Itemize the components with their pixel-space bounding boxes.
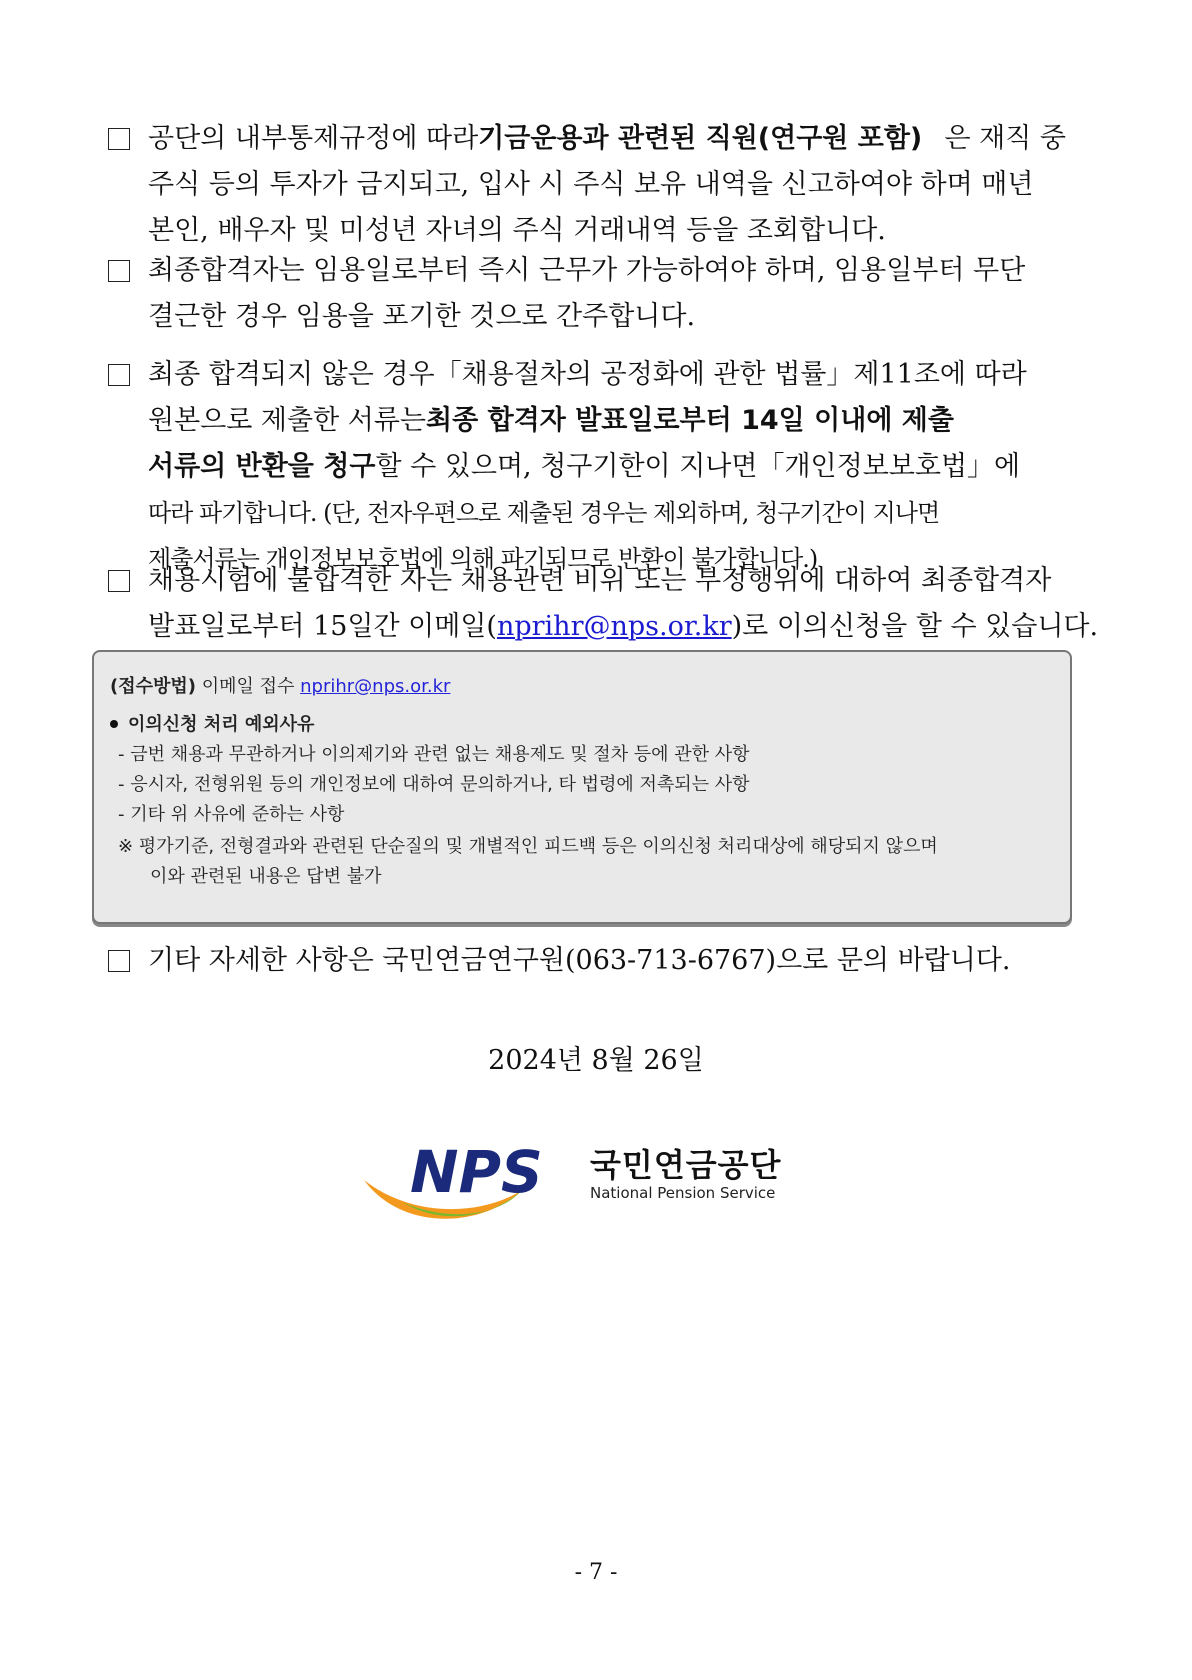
logo-nps-text: NPS <box>410 1138 543 1206</box>
paragraph-line <box>108 604 1099 650</box>
email-link[interactable]: nprihr@nps.or.kr <box>496 611 732 642</box>
submission-method-label: (접수방법) <box>110 676 197 697</box>
nps-logo <box>362 1132 802 1232</box>
exception-item <box>118 800 344 826</box>
text-span: 할 수 있으며, 청구기한이 지나면「개인정보보호법」에 <box>375 451 1021 482</box>
checkbox-bullet-icon <box>108 260 130 282</box>
notice-paragraph-1 <box>108 116 1066 254</box>
notice-paragraph-5 <box>108 938 1066 984</box>
paragraph-line <box>108 116 1066 162</box>
paragraph-line <box>108 938 1066 984</box>
submission-method-text: 이메일 접수 <box>196 676 301 697</box>
text-span: 최종합격자는 임용일로부터 즉시 근무가 가능하여야 하며, 임용일부터 무단 <box>148 255 1026 286</box>
checkbox-bullet-icon <box>108 364 130 386</box>
paragraph-line <box>108 398 1066 444</box>
text-span: 채용시험에 불합격한 자는 채용관련 비위 또는 부정행위에 대하여 최종합격자 <box>148 565 1052 596</box>
notice-paragraph-4 <box>108 558 1099 650</box>
paragraph-line <box>108 352 1066 398</box>
exception-item-text: - 금번 채용과 무관하거나 이의제기와 관련 없는 채용제도 및 절차 등에 관한 사항 <box>118 744 750 765</box>
paragraph-line <box>108 558 1066 604</box>
exception-note-text: 이와 관련된 내용은 답변 불가 <box>150 866 382 887</box>
text-span: 본인, 배우자 및 미성년 자녀의 주식 거래내역 등을 조회합니다. <box>148 215 886 246</box>
exception-note-text: ※ 평가기준, 전형결과와 관련된 단순질의 및 개별적인 피드백 등은 이의신청 처리대상에 해당되지 않으며 <box>118 836 938 857</box>
logo-korean-name: 국민연금공단 <box>590 1146 782 1184</box>
paragraph-line <box>108 444 1066 490</box>
checkbox-bullet-icon <box>108 950 130 972</box>
text-span: 주식 등의 투자가 금지되고, 입사 시 주식 보유 내역을 신고하여야 하며 매년 <box>148 169 1034 200</box>
text-span: 제출서류는 개인정보보호법에 의해 파기되므로 반환이 불가합니다.) <box>148 545 818 573</box>
nps-logo-mark-icon <box>362 1132 587 1232</box>
exception-item <box>118 740 750 766</box>
exception-title-row <box>110 710 314 736</box>
logo-english-name: National Pension Service <box>590 1184 776 1202</box>
paragraph-line <box>108 490 1066 536</box>
text-span: 기타 자세한 사항은 국민연금연구원(063-713-6767)으로 문의 바랍니다. <box>148 945 1011 976</box>
document-date: 2024년 8월 26일 <box>488 1045 704 1076</box>
checkbox-bullet-icon <box>108 570 130 592</box>
exception-title: 이의신청 처리 예외사유 <box>128 714 315 735</box>
paragraph-line <box>108 248 1066 294</box>
objection-info-box <box>92 650 1072 924</box>
paragraph-line <box>108 294 1066 340</box>
exception-note-continued <box>150 862 382 888</box>
submission-email-link[interactable]: nprihr@nps.or.kr <box>300 676 451 697</box>
text-span: )로 이의신청을 할 수 있습니다. <box>731 611 1099 642</box>
exception-item-text: - 기타 위 사유에 준하는 사항 <box>118 804 345 825</box>
exception-item-text: - 응시자, 전형위원 등의 개인정보에 대하여 문의하거나, 타 법령에 저촉되는 사항 <box>118 774 750 795</box>
bold-text-span: 기금운용과 관련된 직원(연구원 포함) <box>478 123 923 154</box>
text-span: 원본으로 제출한 서류는 <box>148 405 426 436</box>
text-span: 공단의 내부통제규정에 따라 <box>148 123 479 154</box>
exception-note <box>118 832 938 858</box>
text-span: 발표일로부터 15일간 이메일( <box>148 611 497 642</box>
text-span: 따라 파기합니다. (단, 전자우편으로 제출된 경우는 제외하며, 청구기간이 지나면 <box>148 499 940 527</box>
text-span: 은 재직 중 <box>944 123 1066 154</box>
bold-text-span: 최종 합격자 발표일로부터 14일 이내에 제출 <box>426 405 954 436</box>
checkbox-bullet-icon <box>108 128 130 150</box>
bullet-dot-icon <box>110 720 118 728</box>
text-span: 결근한 경우 임용을 포기한 것으로 간주합니다. <box>148 301 696 332</box>
text-span: 최종 합격되지 않은 경우「채용절차의 공정화에 관한 법률」제11조에 따라 <box>148 359 1027 390</box>
submission-method-row <box>110 672 450 698</box>
notice-paragraph-3 <box>108 352 1066 582</box>
page-number: - 7 - <box>574 1560 618 1585</box>
paragraph-line <box>108 162 1066 208</box>
notice-paragraph-2 <box>108 248 1066 340</box>
exception-item <box>118 770 750 796</box>
bold-text-span: 서류의 반환을 청구 <box>148 451 376 482</box>
